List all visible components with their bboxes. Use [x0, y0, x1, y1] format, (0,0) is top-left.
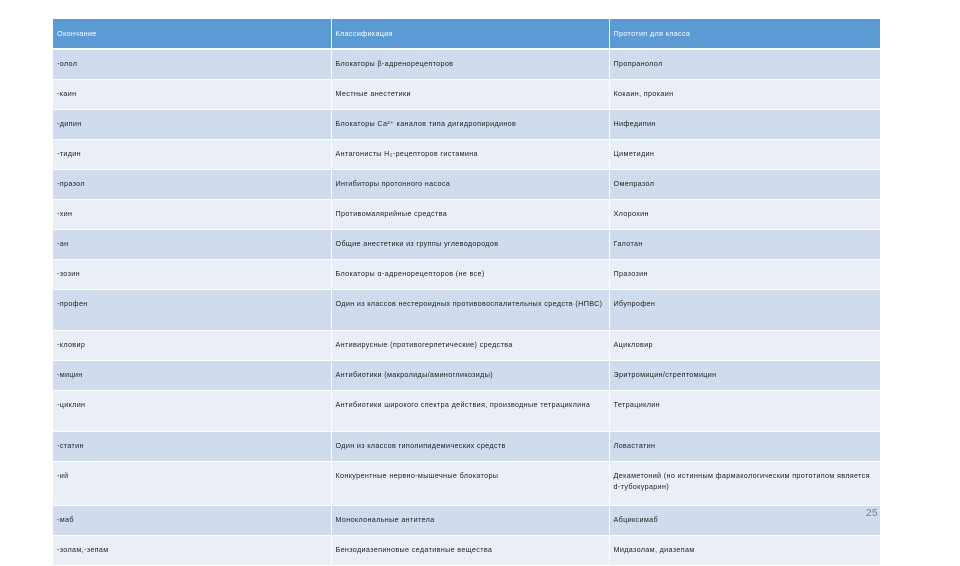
table-row [53, 536, 880, 566]
suffix-cell: -зозин [53, 260, 331, 290]
suffix-cell: -золам,-зепам [53, 536, 331, 566]
table-header-row [53, 19, 880, 49]
classification-cell: Антивирусные (противогерпетические) средства [331, 331, 609, 361]
suffix-cell: -ий [53, 462, 331, 506]
prototype-cell: Галотан [609, 230, 880, 260]
classification-cell: Блокаторы β-адренорецепторов [331, 49, 609, 80]
classification-cell: Антибиотики широкого спектра действия, производные тетрациклина [331, 391, 609, 432]
prototype-cell: Тетрациклин [609, 391, 880, 432]
suffix-cell: -хин [53, 200, 331, 230]
table-row [53, 462, 880, 506]
suffix-cell: -дипин [53, 110, 331, 140]
table-row [53, 361, 880, 391]
classification-cell: Блокаторы α-адренорецепторов (не все) [331, 260, 609, 290]
classification-cell: Один из классов гиполипидемических средств [331, 432, 609, 462]
prototype-cell: Ловастатин [609, 432, 880, 462]
page-number: 25 [866, 508, 879, 519]
prototype-cell: Декаметоний (но истинным фармакологическим прототипом является d-тубокурарин) [609, 462, 880, 506]
classification-cell: Местные анестетики [331, 80, 609, 110]
table-row [53, 80, 880, 110]
table-row [53, 506, 880, 536]
suffix-cell: -кловир [53, 331, 331, 361]
table-row [53, 331, 880, 361]
suffix-cell: -тидин [53, 140, 331, 170]
classification-cell: Противомалярийные средства [331, 200, 609, 230]
prototype-cell: Циметидин [609, 140, 880, 170]
suffix-cell: -ан [53, 230, 331, 260]
classification-cell: Общие анестетики из группы углеводородов [331, 230, 609, 260]
header-suffix: Окончание [53, 19, 331, 49]
table-row [53, 391, 880, 432]
table-row [53, 200, 880, 230]
prototype-cell: Ибупрофен [609, 290, 880, 331]
prototype-cell: Мидазолам, диазепам [609, 536, 880, 566]
table-row [53, 432, 880, 462]
drug-naming-table [53, 19, 880, 566]
prototype-cell: Пропранолол [609, 49, 880, 80]
classification-cell: Моноклональные антитела [331, 506, 609, 536]
prototype-cell: Омепразол [609, 170, 880, 200]
classification-cell: Блокаторы Ca²⁺ каналов типа дигидропиридинов [331, 110, 609, 140]
prototype-cell: Нифедипин [609, 110, 880, 140]
suffix-cell: -мицин [53, 361, 331, 391]
table-row [53, 170, 880, 200]
table-row [53, 230, 880, 260]
table-row [53, 110, 880, 140]
classification-cell: Ингибиторы протонного насоса [331, 170, 609, 200]
header-prototype: Прототип для класса [609, 19, 880, 49]
prototype-cell: Кокаин, прокаин [609, 80, 880, 110]
classification-cell: Бензодиазепиновые седативные вещества [331, 536, 609, 566]
table-row [53, 290, 880, 331]
prototype-cell: Эритромицин/стрептомицин [609, 361, 880, 391]
table-row [53, 140, 880, 170]
suffix-cell: -олол [53, 49, 331, 80]
suffix-cell: -статин [53, 432, 331, 462]
table-row [53, 260, 880, 290]
table-row [53, 49, 880, 80]
prototype-cell: Ацикловир [609, 331, 880, 361]
classification-cell: Один из классов нестероидных противовоспалительных средств (НПВС) [331, 290, 609, 331]
classification-cell: Антагонисты H₂-рецепторов гистамина [331, 140, 609, 170]
classification-cell: Антибиотики (макролиды/аминогликозиды) [331, 361, 609, 391]
suffix-cell: -празол [53, 170, 331, 200]
suffix-cell: -каин [53, 80, 331, 110]
suffix-cell: -циклин [53, 391, 331, 432]
prototype-cell: Хлорохин [609, 200, 880, 230]
classification-cell: Конкурентные нервно-мышечные блокаторы [331, 462, 609, 506]
prototype-cell: Абциксимаб [609, 506, 880, 536]
prototype-cell: Празозин [609, 260, 880, 290]
suffix-cell: -маб [53, 506, 331, 536]
header-classification: Классификация [331, 19, 609, 49]
suffix-cell: -профен [53, 290, 331, 331]
